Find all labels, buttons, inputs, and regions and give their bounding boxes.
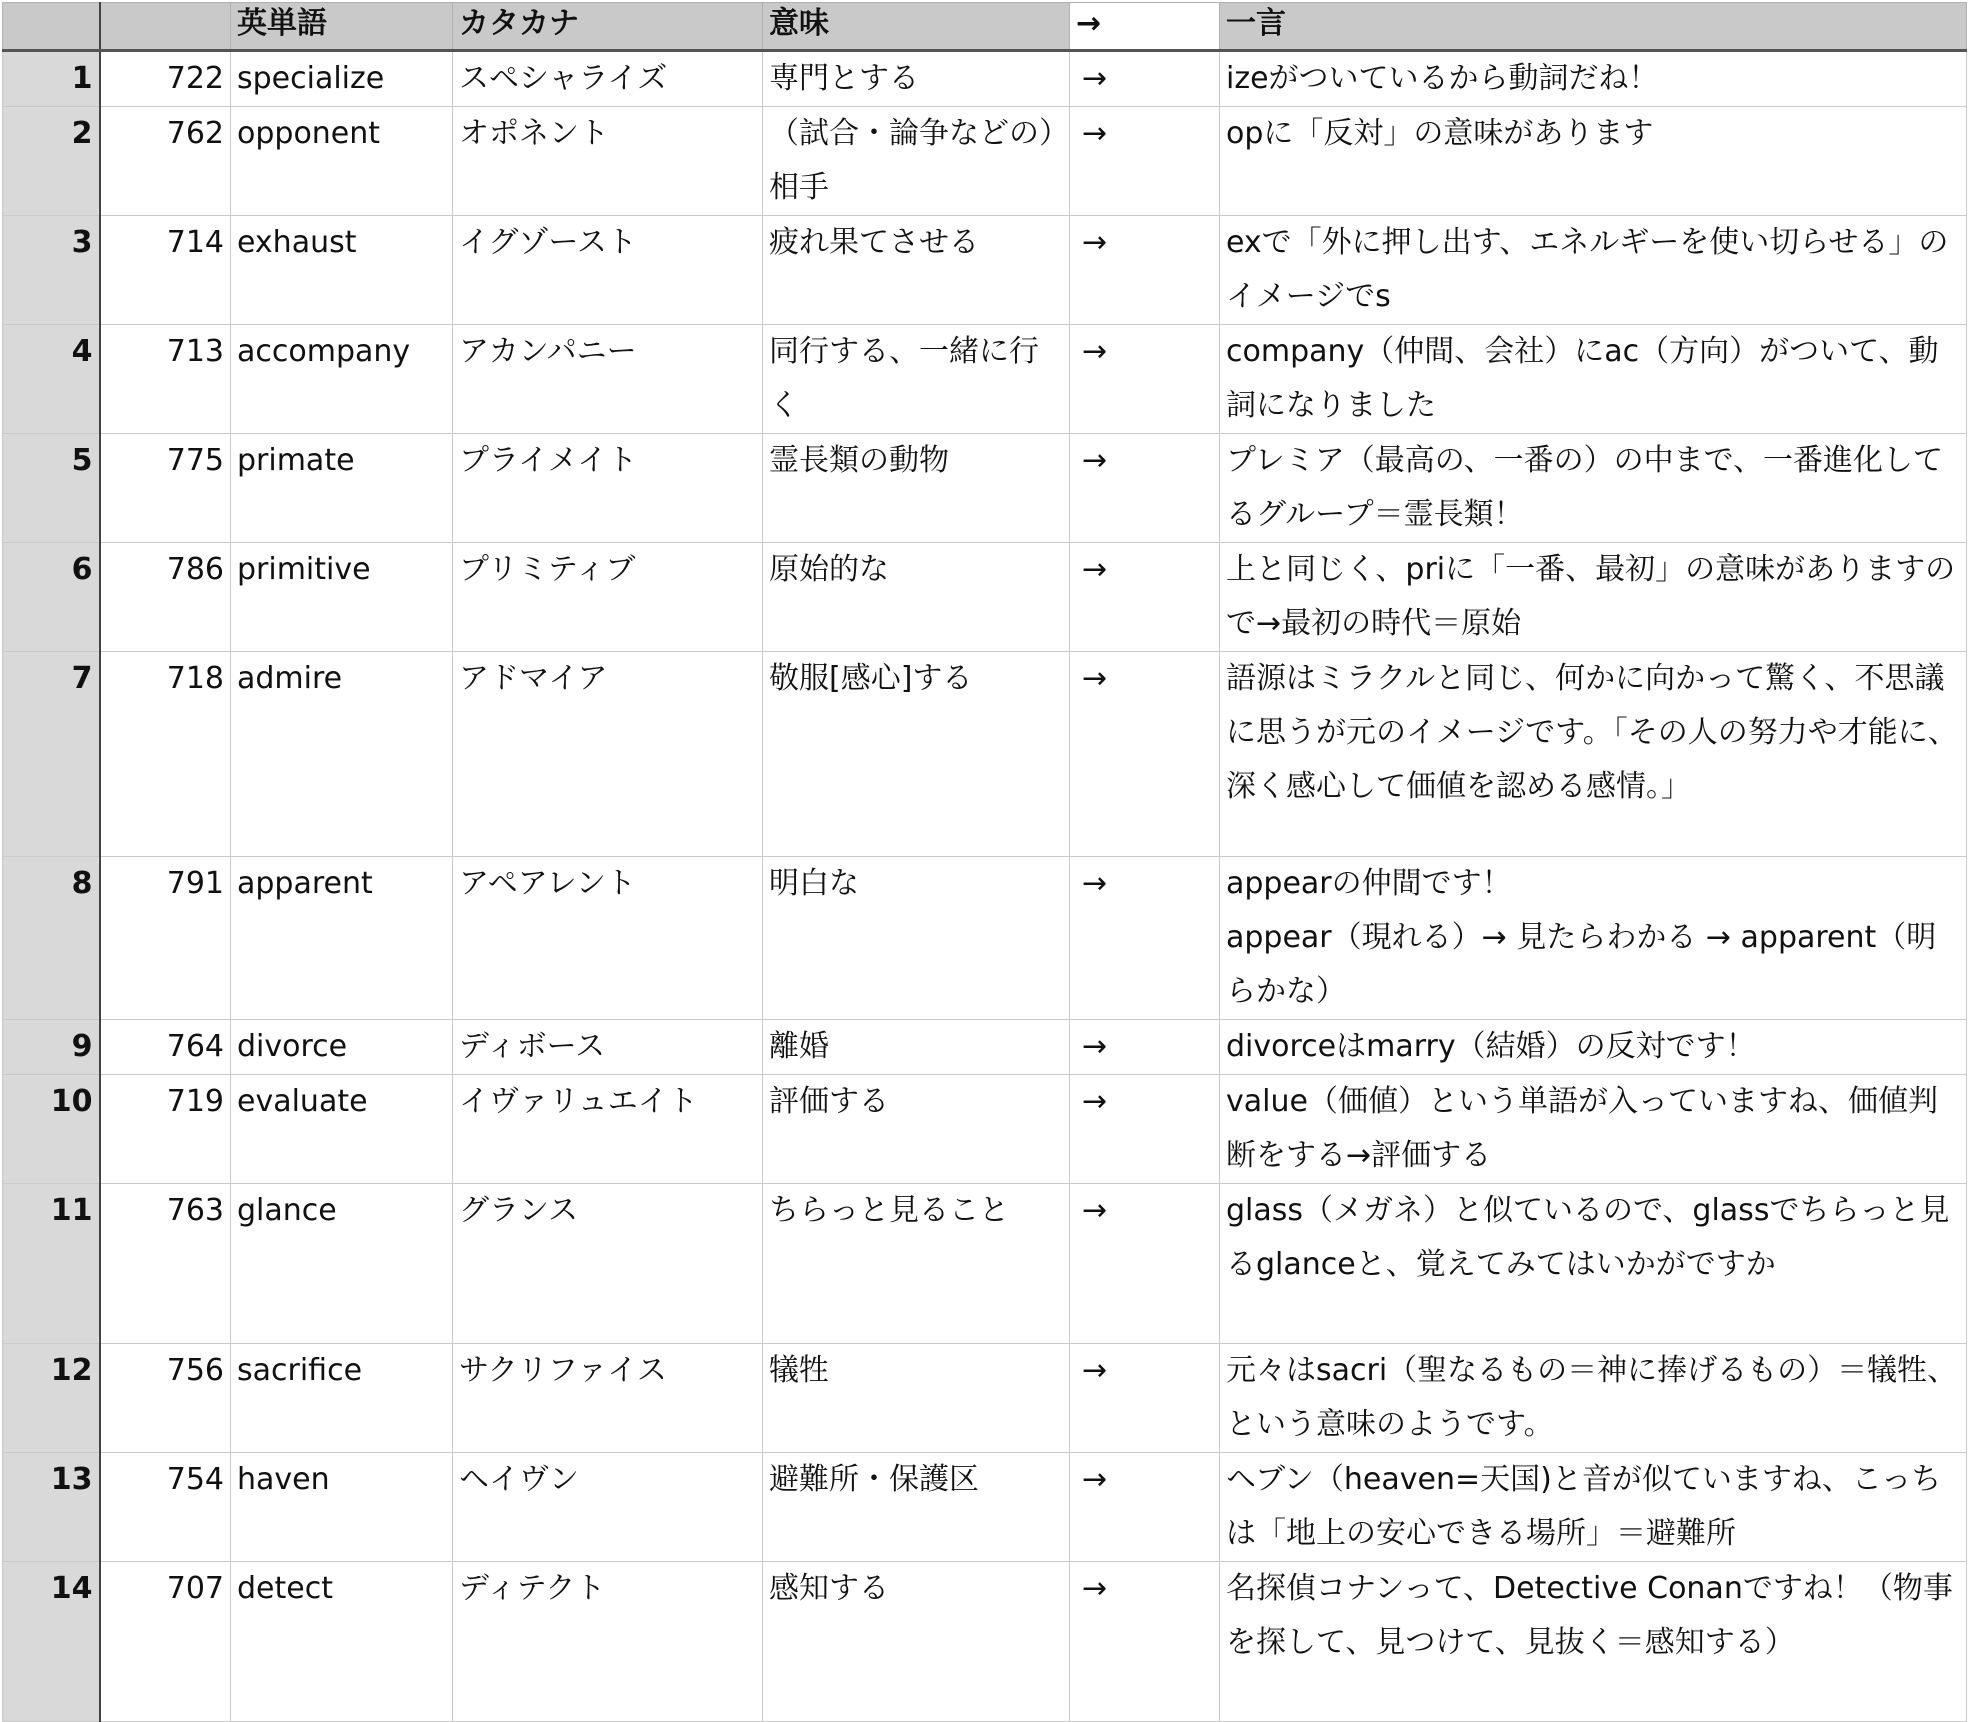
cell-word[interactable]: apparent: [231, 857, 453, 1020]
table-row: [3, 1075, 1967, 1184]
cell-note[interactable]: izeがついているから動詞だね！: [1220, 51, 1967, 107]
row-number[interactable]: 14: [3, 1562, 100, 1722]
row-number[interactable]: 10: [3, 1075, 100, 1184]
cell-id[interactable]: 775: [100, 434, 231, 543]
cell-word[interactable]: detect: [231, 1562, 453, 1722]
row-number[interactable]: 3: [3, 216, 100, 325]
cell-meaning[interactable]: 疲れ果てさせる: [763, 216, 1070, 325]
cell-word[interactable]: specialize: [231, 51, 453, 107]
cell-word[interactable]: sacrifice: [231, 1344, 453, 1453]
table-row: [3, 325, 1967, 434]
cell-arrow[interactable]: →: [1070, 1453, 1220, 1562]
column-header-arrow[interactable]: →: [1070, 3, 1220, 51]
row-number[interactable]: 2: [3, 107, 100, 216]
cell-arrow[interactable]: →: [1070, 1184, 1220, 1344]
table-row: [3, 543, 1967, 652]
cell-katakana[interactable]: アカンパニー: [453, 325, 763, 434]
row-number[interactable]: 4: [3, 325, 100, 434]
cell-katakana[interactable]: ディテクト: [453, 1562, 763, 1722]
cell-meaning[interactable]: 離婚: [763, 1020, 1070, 1075]
cell-arrow[interactable]: →: [1070, 1075, 1220, 1184]
column-header-note[interactable]: 一言: [1220, 3, 1967, 51]
cell-id[interactable]: 714: [100, 216, 231, 325]
cell-arrow[interactable]: →: [1070, 51, 1220, 107]
cell-note[interactable]: 上と同じく、priに「一番、最初」の意味がありますので→最初の時代＝原始: [1220, 543, 1967, 652]
cell-note[interactable]: value（価値）という単語が入っていますね、価値判断をする→評価する: [1220, 1075, 1967, 1184]
cell-arrow[interactable]: →: [1070, 1344, 1220, 1453]
cell-note[interactable]: 元々はsacri（聖なるもの＝神に捧げるもの）＝犠牲、という意味のようです。: [1220, 1344, 1967, 1453]
cell-meaning[interactable]: 評価する: [763, 1075, 1070, 1184]
row-number[interactable]: 5: [3, 434, 100, 543]
cell-arrow[interactable]: →: [1070, 107, 1220, 216]
cell-arrow[interactable]: →: [1070, 434, 1220, 543]
note-line-1: appearの仲間です！: [1226, 866, 1512, 901]
cell-katakana[interactable]: グランス: [453, 1184, 763, 1344]
column-header-word[interactable]: 英単語: [231, 3, 453, 51]
row-number[interactable]: 9: [3, 1020, 100, 1075]
cell-meaning[interactable]: 専門とする: [763, 51, 1070, 107]
table-row: [3, 1453, 1967, 1562]
cell-katakana[interactable]: プリミティブ: [453, 543, 763, 652]
cell-word[interactable]: primitive: [231, 543, 453, 652]
cell-id[interactable]: 791: [100, 857, 231, 1020]
table-row: [3, 1344, 1967, 1453]
cell-katakana[interactable]: サクリファイス: [453, 1344, 763, 1453]
cell-note[interactable]: exで「外に押し出す、エネルギーを使い切らせる」のイメージでs: [1220, 216, 1967, 325]
cell-katakana[interactable]: アドマイア: [453, 652, 763, 857]
table-row: [3, 857, 1967, 1020]
cell-katakana[interactable]: イグゾースト: [453, 216, 763, 325]
cell-word[interactable]: primate: [231, 434, 453, 543]
cell-katakana[interactable]: オポネント: [453, 107, 763, 216]
cell-katakana[interactable]: スペシャライズ: [453, 51, 763, 107]
cell-note[interactable]: 名探偵コナンって、Detective Conanですね！（物事を探して、見つけて、見抜く＝感知する）: [1220, 1562, 1967, 1722]
table-row: [3, 107, 1967, 216]
cell-arrow[interactable]: →: [1070, 543, 1220, 652]
cell-meaning[interactable]: 敬服[感心]する: [763, 652, 1070, 857]
cell-katakana[interactable]: ディボース: [453, 1020, 763, 1075]
table-row: [3, 434, 1967, 543]
column-header-katakana[interactable]: カタカナ: [453, 3, 763, 51]
cell-id[interactable]: 786: [100, 543, 231, 652]
row-number[interactable]: 1: [3, 51, 100, 107]
cell-meaning[interactable]: ちらっと見ること: [763, 1184, 1070, 1344]
vocab-table: [2, 2, 1967, 1722]
cell-arrow[interactable]: →: [1070, 216, 1220, 325]
cell-meaning[interactable]: 明白な: [763, 857, 1070, 1020]
cell-id[interactable]: 719: [100, 1075, 231, 1184]
cell-word[interactable]: opponent: [231, 107, 453, 216]
cell-note[interactable]: divorceはmarry（結婚）の反対です！: [1220, 1020, 1967, 1075]
table-row: [3, 1020, 1967, 1075]
row-number[interactable]: 7: [3, 652, 100, 857]
cell-id[interactable]: 713: [100, 325, 231, 434]
cell-id[interactable]: 754: [100, 1453, 231, 1562]
cell-word[interactable]: admire: [231, 652, 453, 857]
cell-note[interactable]: company（仲間、会社）にac（方向）がついて、動詞になりました: [1220, 325, 1967, 434]
cell-note[interactable]: 語源はミラクルと同じ、何かに向かって驚く、不思議に思うが元のイメージです。「その人の努力や才能に、深く感心して価値を認める感情。」: [1220, 652, 1967, 857]
cell-meaning[interactable]: 感知する: [763, 1562, 1070, 1722]
cell-id[interactable]: 763: [100, 1184, 231, 1344]
cell-katakana[interactable]: イヴァリュエイト: [453, 1075, 763, 1184]
table-row: [3, 652, 1967, 857]
cell-arrow[interactable]: →: [1070, 1020, 1220, 1075]
cell-id[interactable]: 707: [100, 1562, 231, 1722]
row-number[interactable]: 6: [3, 543, 100, 652]
row-number[interactable]: 11: [3, 1184, 100, 1344]
cell-meaning[interactable]: 同行する、一緒に行く: [763, 325, 1070, 434]
cell-word[interactable]: glance: [231, 1184, 453, 1344]
cell-arrow[interactable]: →: [1070, 857, 1220, 1020]
row-number[interactable]: 13: [3, 1453, 100, 1562]
cell-id[interactable]: 756: [100, 1344, 231, 1453]
cell-note[interactable]: opに「反対」の意味があります: [1220, 107, 1967, 216]
column-header-id[interactable]: [100, 3, 231, 51]
note-line-2: appear（現れる）→ 見たらわかる → apparent（明らかな）: [1226, 920, 1937, 1009]
cell-katakana[interactable]: プライメイト: [453, 434, 763, 543]
table-row: [3, 51, 1967, 107]
row-number[interactable]: 8: [3, 857, 100, 1020]
cell-meaning[interactable]: 避難所・保護区: [763, 1453, 1070, 1562]
row-number[interactable]: 12: [3, 1344, 100, 1453]
table-row: [3, 1184, 1967, 1344]
cell-arrow[interactable]: →: [1070, 325, 1220, 434]
cell-note[interactable]: プレミア（最高の、一番の）の中まで、一番進化してるグループ＝霊長類！: [1220, 434, 1967, 543]
cell-id[interactable]: 762: [100, 107, 231, 216]
cell-id[interactable]: 718: [100, 652, 231, 857]
cell-meaning[interactable]: （試合・論争などの）相手: [763, 107, 1070, 216]
cell-word[interactable]: haven: [231, 1453, 453, 1562]
header-row: [3, 3, 1967, 51]
cell-arrow[interactable]: →: [1070, 652, 1220, 857]
cell-word[interactable]: exhaust: [231, 216, 453, 325]
cell-note[interactable]: ヘブン（heaven=天国)と音が似ていますね、こっちは「地上の安心できる場所」＝避難所: [1220, 1453, 1967, 1562]
cell-id[interactable]: 764: [100, 1020, 231, 1075]
cell-katakana[interactable]: ヘイヴン: [453, 1453, 763, 1562]
cell-arrow[interactable]: →: [1070, 1562, 1220, 1722]
cell-katakana[interactable]: アペアレント: [453, 857, 763, 1020]
cell-id[interactable]: 722: [100, 51, 231, 107]
cell-meaning[interactable]: 霊長類の動物: [763, 434, 1070, 543]
cell-word[interactable]: divorce: [231, 1020, 453, 1075]
cell-meaning[interactable]: 犠牲: [763, 1344, 1070, 1453]
cell-note[interactable]: glass（メガネ）と似ているので、glassでちらっと見るglanceと、覚えてみてはいかがですか: [1220, 1184, 1967, 1344]
column-header-meaning[interactable]: 意味: [763, 3, 1070, 51]
cell-meaning[interactable]: 原始的な: [763, 543, 1070, 652]
cell-word[interactable]: accompany: [231, 325, 453, 434]
table-row: [3, 216, 1967, 325]
table-row: [3, 1562, 1967, 1722]
cell-word[interactable]: evaluate: [231, 1075, 453, 1184]
cell-note[interactable]: [1220, 857, 1967, 1020]
corner-cell[interactable]: [3, 3, 100, 51]
